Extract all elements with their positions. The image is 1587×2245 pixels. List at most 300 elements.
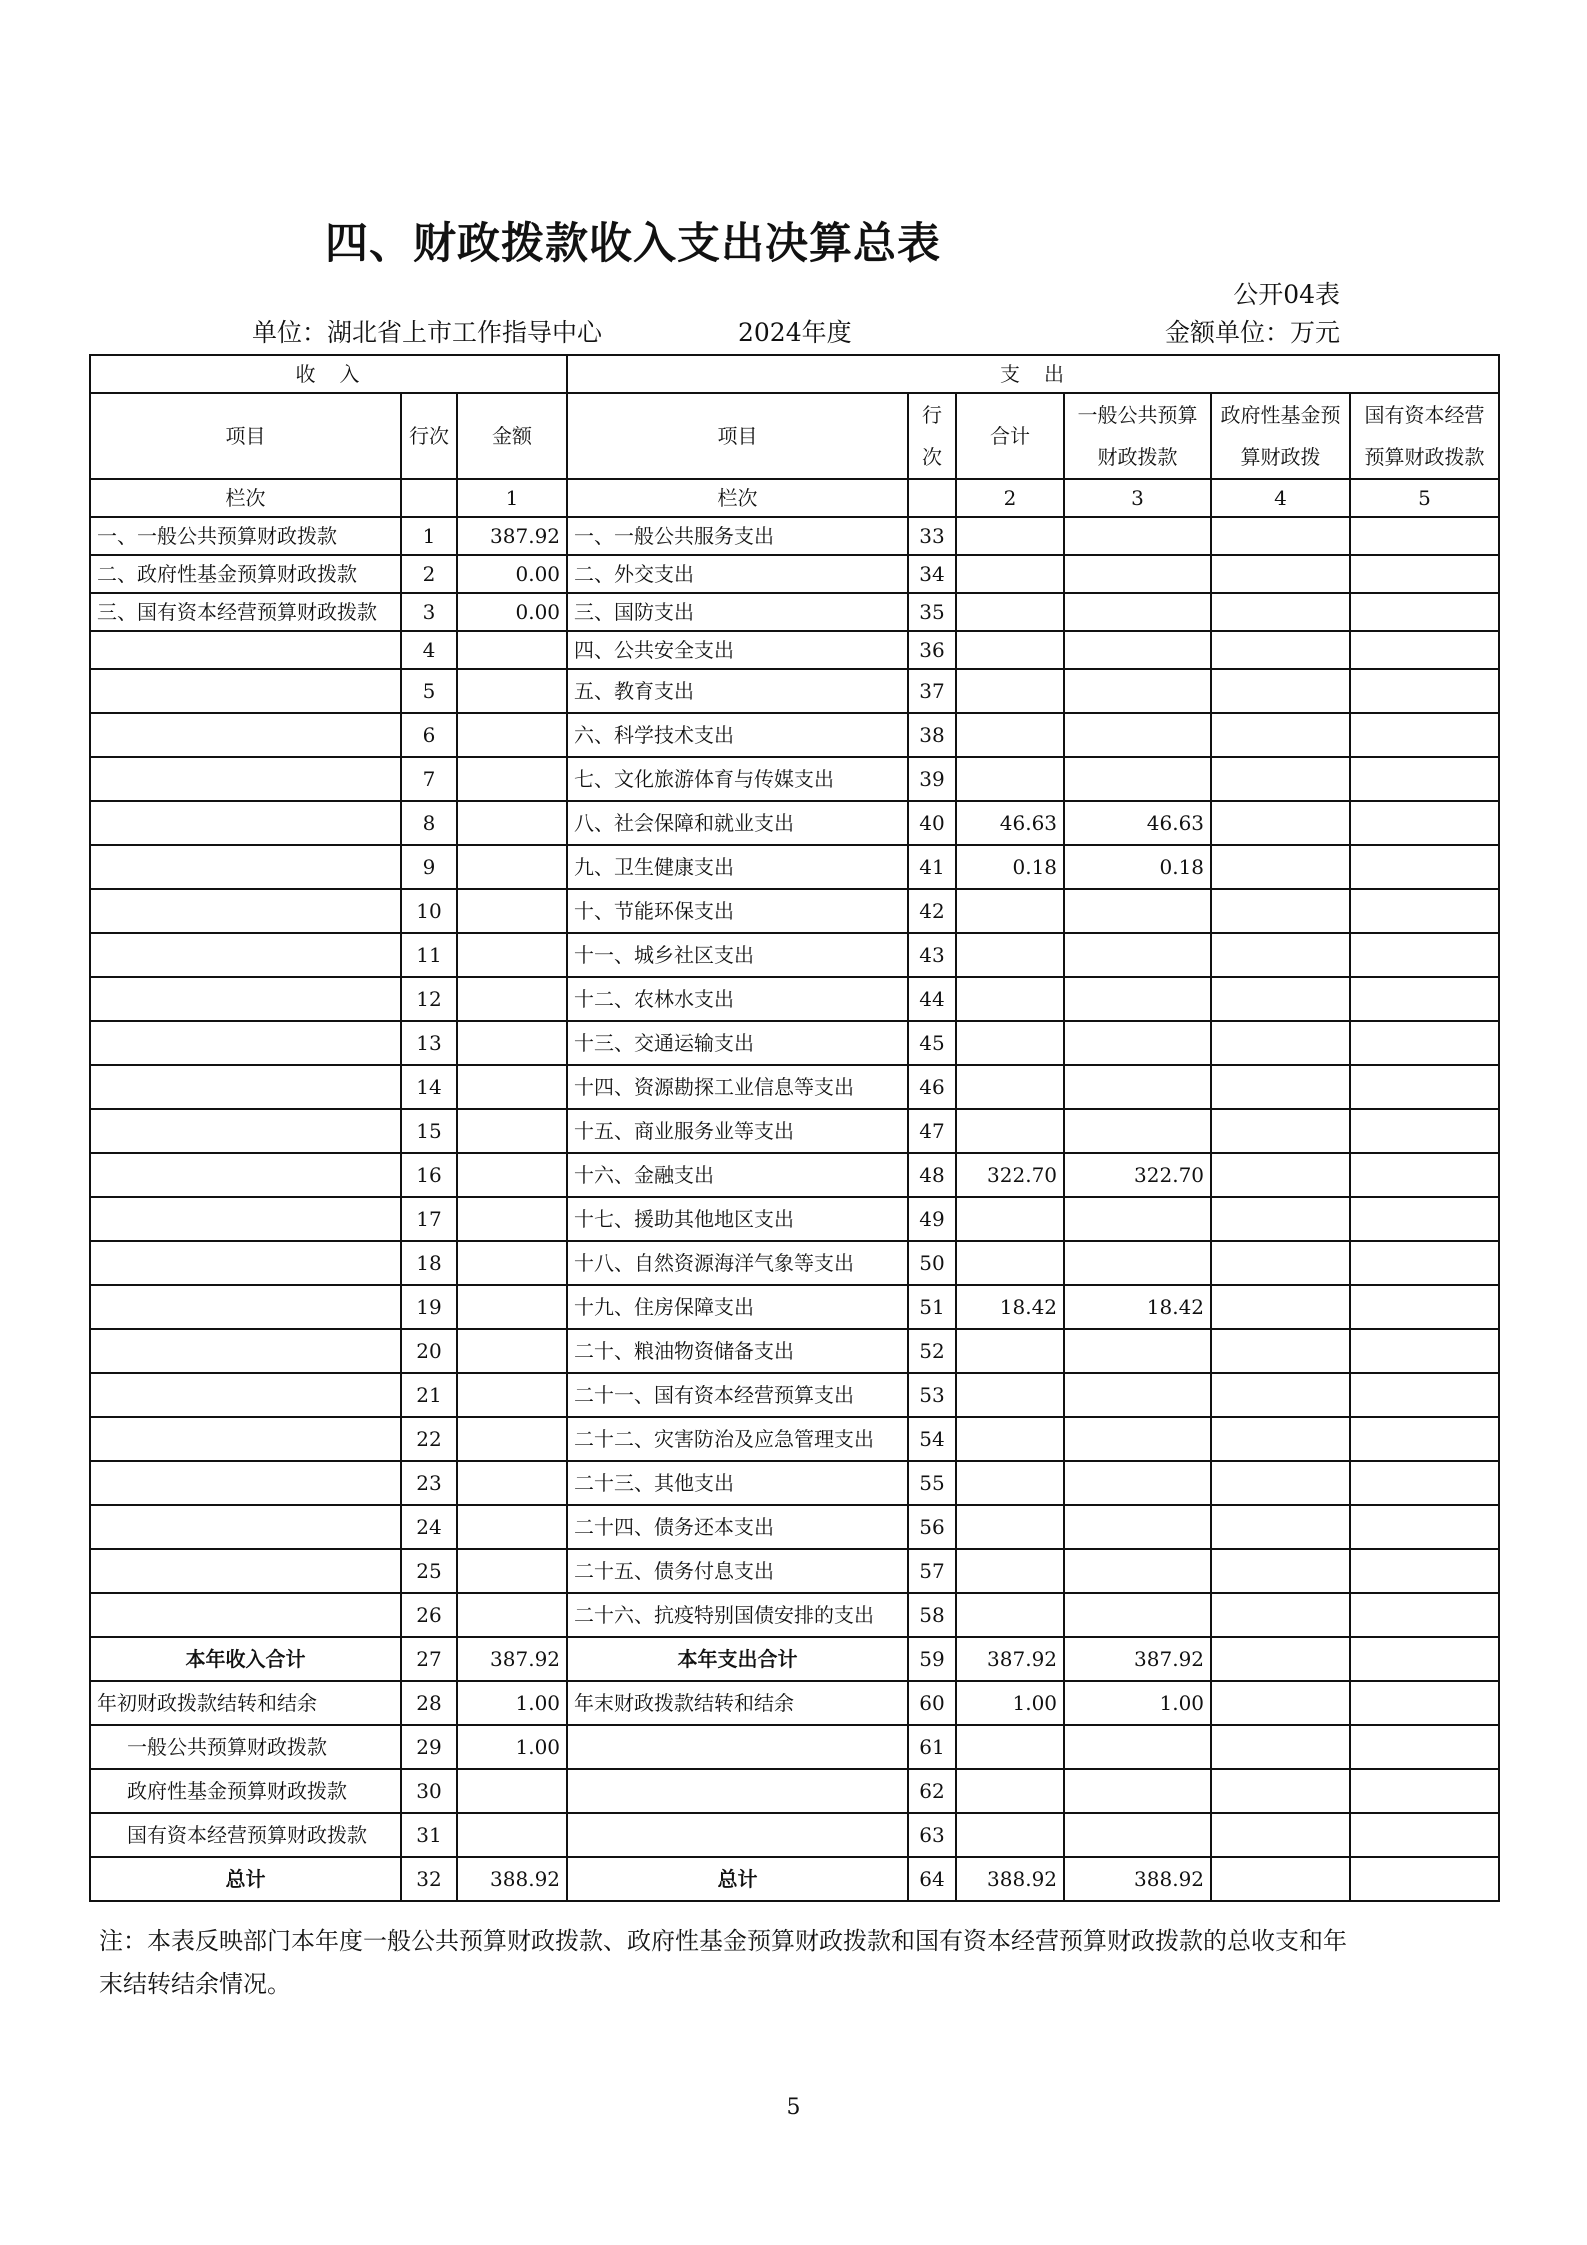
table-row <box>90 977 1499 1021</box>
income-line-no: 21 <box>401 1373 457 1417</box>
expense-state <box>1350 1021 1499 1065</box>
total-header: 合计 <box>956 393 1064 479</box>
expense-line-no: 60 <box>908 1681 956 1725</box>
table-row <box>90 889 1499 933</box>
expense-item: 十二、农林水支出 <box>567 977 908 1021</box>
expense-line-no: 35 <box>908 593 956 631</box>
expense-total <box>956 1769 1064 1813</box>
income-line-no: 27 <box>401 1637 457 1681</box>
expense-state <box>1350 1065 1499 1109</box>
expense-general <box>1064 1725 1211 1769</box>
income-line-no: 1 <box>401 517 457 555</box>
expense-line-no: 34 <box>908 555 956 593</box>
expense-fund <box>1211 933 1350 977</box>
expense-line-no: 47 <box>908 1109 956 1153</box>
expense-fund <box>1211 1505 1350 1549</box>
table-row <box>90 757 1499 801</box>
expense-fund <box>1211 1021 1350 1065</box>
col-label-expense: 栏次 <box>567 479 908 517</box>
income-line-no: 8 <box>401 801 457 845</box>
expense-general <box>1064 593 1211 631</box>
col-blank <box>908 479 956 517</box>
income-line-no: 24 <box>401 1505 457 1549</box>
expense-general <box>1064 1373 1211 1417</box>
table-row <box>90 1285 1499 1329</box>
expense-general <box>1064 1109 1211 1153</box>
expense-line-no: 57 <box>908 1549 956 1593</box>
expense-item: 八、社会保障和就业支出 <box>567 801 908 845</box>
expense-state <box>1350 1769 1499 1813</box>
expense-fund <box>1211 1549 1350 1593</box>
income-item <box>90 1417 401 1461</box>
expense-general: 387.92 <box>1064 1637 1211 1681</box>
income-item <box>90 1329 401 1373</box>
expense-item: 十、节能环保支出 <box>567 889 908 933</box>
expense-general <box>1064 1461 1211 1505</box>
table-row <box>90 1505 1499 1549</box>
expense-general <box>1064 1329 1211 1373</box>
expense-total <box>956 889 1064 933</box>
income-amount: 0.00 <box>457 555 567 593</box>
page-number: 5 <box>786 2095 801 2120</box>
expense-total <box>956 713 1064 757</box>
expense-line-no: 62 <box>908 1769 956 1813</box>
state-header: 国有资本经营预算财政拨款 <box>1350 393 1499 479</box>
footnote-line-1: 注：本表反映部门本年度一般公共预算财政拨款、政府性基金预算财政拨款和国有资本经营预算财政拨款的总收支和年 <box>99 1927 1347 1955</box>
expense-total <box>956 1505 1064 1549</box>
expense-state <box>1350 977 1499 1021</box>
expense-line-no: 53 <box>908 1373 956 1417</box>
expense-line-no: 44 <box>908 977 956 1021</box>
expense-state <box>1350 1593 1499 1637</box>
expense-item: 十九、住房保障支出 <box>567 1285 908 1329</box>
income-amount <box>457 669 567 713</box>
expense-general: 18.42 <box>1064 1285 1211 1329</box>
income-item <box>90 1065 401 1109</box>
expense-general <box>1064 1417 1211 1461</box>
income-item: 二、政府性基金预算财政拨款 <box>90 555 401 593</box>
expense-total: 0.18 <box>956 845 1064 889</box>
expense-state <box>1350 1549 1499 1593</box>
table-row <box>90 1549 1499 1593</box>
expense-general <box>1064 713 1211 757</box>
expense-fund <box>1211 1461 1350 1505</box>
table-row <box>90 713 1499 757</box>
income-item <box>90 1549 401 1593</box>
table-row <box>90 1241 1499 1285</box>
expense-general <box>1064 669 1211 713</box>
expense-fund <box>1211 1417 1350 1461</box>
expense-item: 七、文化旅游体育与传媒支出 <box>567 757 908 801</box>
expense-item: 十七、援助其他地区支出 <box>567 1197 908 1241</box>
expense-fund <box>1211 1197 1350 1241</box>
header-row-columns <box>90 393 1499 479</box>
income-line-no: 16 <box>401 1153 457 1197</box>
expense-general: 1.00 <box>1064 1681 1211 1725</box>
income-amount <box>457 1241 567 1285</box>
expense-total <box>956 933 1064 977</box>
year-label: 2024年度 <box>738 318 852 347</box>
income-amount <box>457 801 567 845</box>
income-item <box>90 1153 401 1197</box>
expense-item: 十一、城乡社区支出 <box>567 933 908 977</box>
expense-general <box>1064 977 1211 1021</box>
income-line-no: 14 <box>401 1065 457 1109</box>
expense-total <box>956 517 1064 555</box>
income-line-no: 19 <box>401 1285 457 1329</box>
income-amount <box>457 977 567 1021</box>
expense-line-no: 56 <box>908 1505 956 1549</box>
expense-fund <box>1211 1813 1350 1857</box>
income-line-no: 32 <box>401 1857 457 1901</box>
expense-line-no: 38 <box>908 713 956 757</box>
expense-line-no: 51 <box>908 1285 956 1329</box>
income-line-no: 13 <box>401 1021 457 1065</box>
expense-total <box>956 593 1064 631</box>
expense-line-no: 37 <box>908 669 956 713</box>
expense-total: 322.70 <box>956 1153 1064 1197</box>
table-row <box>90 845 1499 889</box>
expense-item: 一、一般公共服务支出 <box>567 517 908 555</box>
expense-state <box>1350 1857 1499 1901</box>
table-row <box>90 933 1499 977</box>
expense-state <box>1350 1241 1499 1285</box>
income-line-no: 12 <box>401 977 457 1021</box>
income-item <box>90 1021 401 1065</box>
table-row <box>90 801 1499 845</box>
expense-fund <box>1211 1857 1350 1901</box>
income-item <box>90 1109 401 1153</box>
expense-state <box>1350 1109 1499 1153</box>
expense-item: 五、教育支出 <box>567 669 908 713</box>
col-num-3: 3 <box>1064 479 1211 517</box>
expense-fund <box>1211 1285 1350 1329</box>
expense-fund <box>1211 1241 1350 1285</box>
expense-fund <box>1211 593 1350 631</box>
income-item <box>90 1197 401 1241</box>
form-code: 公开04表 <box>1233 280 1340 309</box>
income-item: 一般公共预算财政拨款 <box>90 1725 401 1769</box>
income-amount-header: 金额 <box>457 393 567 479</box>
expense-total: 1.00 <box>956 1681 1064 1725</box>
expense-general <box>1064 933 1211 977</box>
expense-total <box>956 1461 1064 1505</box>
expense-fund <box>1211 757 1350 801</box>
income-item: 一、一般公共预算财政拨款 <box>90 517 401 555</box>
income-line-no: 22 <box>401 1417 457 1461</box>
expense-line-no: 50 <box>908 1241 956 1285</box>
expense-state <box>1350 933 1499 977</box>
table-row <box>90 1857 1499 1901</box>
expense-line-no: 36 <box>908 631 956 669</box>
expense-line-no: 40 <box>908 801 956 845</box>
income-amount <box>457 1549 567 1593</box>
expense-item: 二十六、抗疫特别国债安排的支出 <box>567 1593 908 1637</box>
income-item <box>90 1241 401 1285</box>
expense-general <box>1064 1197 1211 1241</box>
expense-total <box>956 1417 1064 1461</box>
income-amount <box>457 1153 567 1197</box>
expense-item: 十八、自然资源海洋气象等支出 <box>567 1241 908 1285</box>
expense-item: 三、国防支出 <box>567 593 908 631</box>
expense-state <box>1350 1153 1499 1197</box>
table-row <box>90 1021 1499 1065</box>
income-line-no: 23 <box>401 1461 457 1505</box>
expense-state <box>1350 1417 1499 1461</box>
expense-state <box>1350 555 1499 593</box>
income-item <box>90 1285 401 1329</box>
expense-state <box>1350 593 1499 631</box>
expense-state <box>1350 1813 1499 1857</box>
expense-total <box>956 555 1064 593</box>
income-amount <box>457 1285 567 1329</box>
expense-fund <box>1211 1769 1350 1813</box>
expense-total <box>956 631 1064 669</box>
income-amount: 1.00 <box>457 1681 567 1725</box>
expense-general: 46.63 <box>1064 801 1211 845</box>
expense-item: 六、科学技术支出 <box>567 713 908 757</box>
income-line-no: 11 <box>401 933 457 977</box>
expense-fund <box>1211 1373 1350 1417</box>
expense-general <box>1064 1593 1211 1637</box>
col-label-income: 栏次 <box>90 479 401 517</box>
income-line-no: 6 <box>401 713 457 757</box>
income-item: 年初财政拨款结转和结余 <box>90 1681 401 1725</box>
income-line-no: 31 <box>401 1813 457 1857</box>
expense-item: 九、卫生健康支出 <box>567 845 908 889</box>
income-item <box>90 669 401 713</box>
income-line-no: 5 <box>401 669 457 713</box>
income-amount: 387.92 <box>457 517 567 555</box>
income-amount <box>457 889 567 933</box>
expense-line-no: 63 <box>908 1813 956 1857</box>
expense-fund <box>1211 713 1350 757</box>
expense-state <box>1350 1197 1499 1241</box>
expense-state <box>1350 1373 1499 1417</box>
expense-item: 二十一、国有资本经营预算支出 <box>567 1373 908 1417</box>
income-line-no: 7 <box>401 757 457 801</box>
expense-line-no: 64 <box>908 1857 956 1901</box>
expense-item: 本年支出合计 <box>567 1637 908 1681</box>
income-item: 国有资本经营预算财政拨款 <box>90 1813 401 1857</box>
page-title: 四、财政拨款收入支出决算总表 <box>325 219 941 269</box>
income-item <box>90 713 401 757</box>
expense-total <box>956 1549 1064 1593</box>
expense-state <box>1350 1329 1499 1373</box>
expense-fund <box>1211 1637 1350 1681</box>
col-num-1: 1 <box>457 479 567 517</box>
expense-item: 二十、粮油物资储备支出 <box>567 1329 908 1373</box>
income-item <box>90 1505 401 1549</box>
expense-state <box>1350 631 1499 669</box>
header-row-colnums <box>90 479 1499 517</box>
expense-state <box>1350 1285 1499 1329</box>
expense-line-no: 48 <box>908 1153 956 1197</box>
income-amount <box>457 1329 567 1373</box>
expense-general <box>1064 1065 1211 1109</box>
expense-item: 十五、商业服务业等支出 <box>567 1109 908 1153</box>
expense-state <box>1350 1461 1499 1505</box>
expense-fund <box>1211 1065 1350 1109</box>
table-row <box>90 517 1499 555</box>
income-amount <box>457 1373 567 1417</box>
expense-line-no: 55 <box>908 1461 956 1505</box>
expense-fund <box>1211 1725 1350 1769</box>
col-blank <box>401 479 457 517</box>
table-row <box>90 1461 1499 1505</box>
expense-state <box>1350 1681 1499 1725</box>
expense-fund <box>1211 1329 1350 1373</box>
income-line-no: 30 <box>401 1769 457 1813</box>
fund-header: 政府性基金预算财政拨 <box>1211 393 1350 479</box>
income-line-no: 28 <box>401 1681 457 1725</box>
expense-fund <box>1211 1153 1350 1197</box>
income-item <box>90 845 401 889</box>
expense-total <box>956 669 1064 713</box>
income-item <box>90 977 401 1021</box>
income-amount <box>457 1197 567 1241</box>
income-item <box>90 801 401 845</box>
income-amount <box>457 1813 567 1857</box>
expense-fund <box>1211 977 1350 1021</box>
expense-fund <box>1211 517 1350 555</box>
expense-total <box>956 1241 1064 1285</box>
expense-total <box>956 1109 1064 1153</box>
income-amount <box>457 1505 567 1549</box>
expense-item-header: 项目 <box>567 393 908 479</box>
expense-general <box>1064 631 1211 669</box>
income-amount: 1.00 <box>457 1725 567 1769</box>
income-amount <box>457 933 567 977</box>
expense-item: 十四、资源勘探工业信息等支出 <box>567 1065 908 1109</box>
expense-total <box>956 1373 1064 1417</box>
expense-item: 二十二、灾害防治及应急管理支出 <box>567 1417 908 1461</box>
expense-state <box>1350 757 1499 801</box>
expense-item: 二、外交支出 <box>567 555 908 593</box>
income-item <box>90 889 401 933</box>
income-amount <box>457 1109 567 1153</box>
expense-line-no: 46 <box>908 1065 956 1109</box>
expense-item: 二十三、其他支出 <box>567 1461 908 1505</box>
footnote <box>99 1920 1359 2006</box>
expense-total <box>956 1021 1064 1065</box>
expense-state <box>1350 1725 1499 1769</box>
expense-line-no: 39 <box>908 757 956 801</box>
income-header: 收 入 <box>90 355 567 393</box>
expense-fund <box>1211 631 1350 669</box>
expense-line-no: 52 <box>908 1329 956 1373</box>
expense-general <box>1064 1021 1211 1065</box>
expense-general <box>1064 1813 1211 1857</box>
expense-fund <box>1211 1109 1350 1153</box>
expense-general <box>1064 555 1211 593</box>
expense-state <box>1350 713 1499 757</box>
table-row <box>90 1725 1499 1769</box>
expense-total <box>956 1813 1064 1857</box>
expense-fund <box>1211 555 1350 593</box>
expense-total <box>956 1065 1064 1109</box>
expense-total <box>956 1197 1064 1241</box>
income-amount <box>457 1021 567 1065</box>
expense-item: 四、公共安全支出 <box>567 631 908 669</box>
table-row <box>90 1593 1499 1637</box>
expense-line-header: 行次 <box>908 393 956 479</box>
expense-fund <box>1211 1593 1350 1637</box>
table-row <box>90 1373 1499 1417</box>
income-item: 三、国有资本经营预算财政拨款 <box>90 593 401 631</box>
col-num-2: 2 <box>956 479 1064 517</box>
income-amount: 388.92 <box>457 1857 567 1901</box>
income-item-header: 项目 <box>90 393 401 479</box>
income-amount <box>457 845 567 889</box>
expense-total: 387.92 <box>956 1637 1064 1681</box>
expense-line-no: 49 <box>908 1197 956 1241</box>
income-amount <box>457 1593 567 1637</box>
income-item <box>90 757 401 801</box>
income-amount: 0.00 <box>457 593 567 631</box>
income-item <box>90 1593 401 1637</box>
table-row <box>90 1153 1499 1197</box>
expense-general <box>1064 1769 1211 1813</box>
expense-state <box>1350 801 1499 845</box>
expense-total: 18.42 <box>956 1285 1064 1329</box>
income-line-no: 17 <box>401 1197 457 1241</box>
expense-fund <box>1211 801 1350 845</box>
income-line-no: 29 <box>401 1725 457 1769</box>
table-row <box>90 1197 1499 1241</box>
income-item <box>90 1461 401 1505</box>
expense-line-no: 43 <box>908 933 956 977</box>
expense-total <box>956 1329 1064 1373</box>
expense-item: 总计 <box>567 1857 908 1901</box>
expense-state <box>1350 517 1499 555</box>
expense-line-no: 41 <box>908 845 956 889</box>
income-line-no: 25 <box>401 1549 457 1593</box>
income-amount <box>457 1065 567 1109</box>
expense-fund <box>1211 1681 1350 1725</box>
income-line-no: 3 <box>401 593 457 631</box>
expense-general <box>1064 1241 1211 1285</box>
table-row <box>90 631 1499 669</box>
income-amount <box>457 1769 567 1813</box>
income-item: 政府性基金预算财政拨款 <box>90 1769 401 1813</box>
expense-total: 388.92 <box>956 1857 1064 1901</box>
income-amount <box>457 1461 567 1505</box>
table-row <box>90 593 1499 631</box>
expense-total <box>956 1593 1064 1637</box>
table-row <box>90 669 1499 713</box>
income-line-no: 4 <box>401 631 457 669</box>
expense-general <box>1064 889 1211 933</box>
income-item <box>90 631 401 669</box>
income-amount: 387.92 <box>457 1637 567 1681</box>
expense-total: 46.63 <box>956 801 1064 845</box>
unit-label: 单位：湖北省上市工作指导中心 <box>252 318 603 347</box>
expense-general <box>1064 1505 1211 1549</box>
table-row <box>90 555 1499 593</box>
expense-line-no: 59 <box>908 1637 956 1681</box>
col-num-5: 5 <box>1350 479 1499 517</box>
expense-fund <box>1211 669 1350 713</box>
expense-total <box>956 977 1064 1021</box>
income-item: 总计 <box>90 1857 401 1901</box>
table-row <box>90 1681 1499 1725</box>
footnote-line-2: 末结转结余情况。 <box>99 1970 291 1998</box>
table-row <box>90 1109 1499 1153</box>
income-item <box>90 933 401 977</box>
income-line-no: 20 <box>401 1329 457 1373</box>
expense-state <box>1350 889 1499 933</box>
